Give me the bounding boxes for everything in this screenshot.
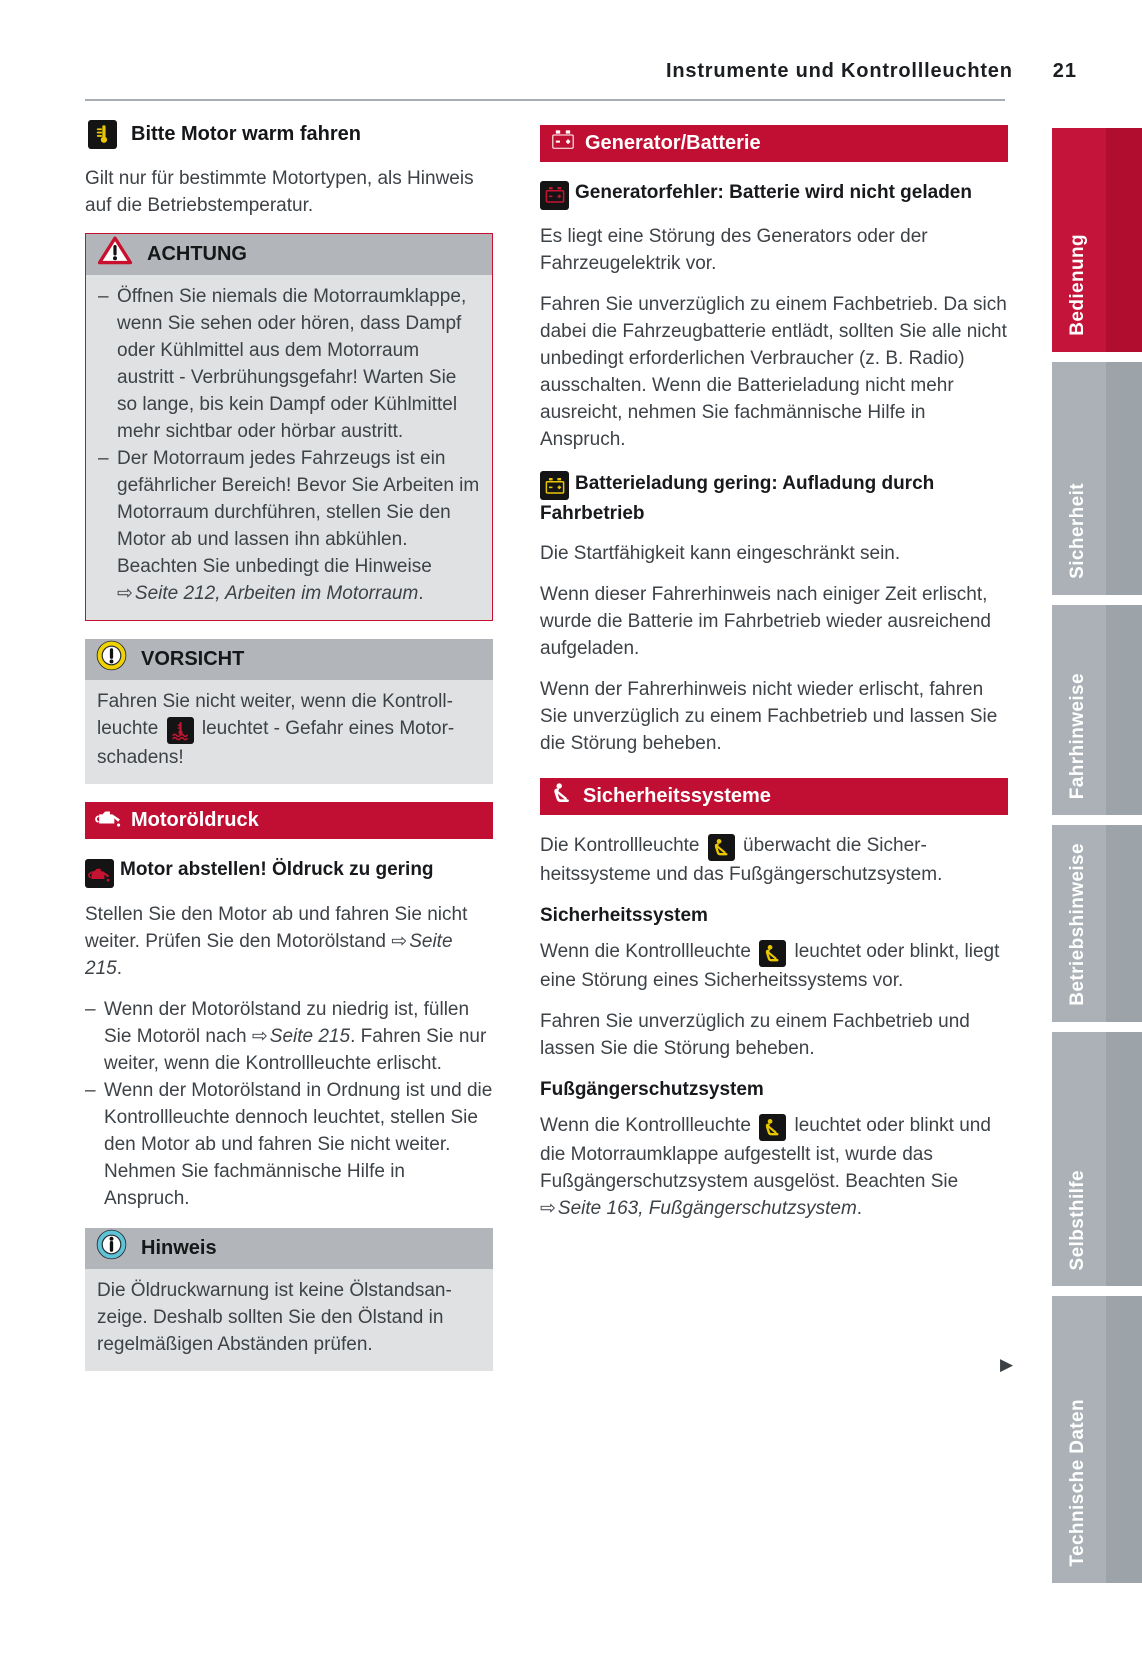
bullet-dash: – xyxy=(98,286,109,307)
sentence-period: . xyxy=(418,583,424,604)
battery-yellow-icon xyxy=(540,471,569,500)
achtung-item-2-text xyxy=(117,445,480,607)
airbag-yellow-icon xyxy=(708,834,735,861)
sidebar-tab-technische-daten[interactable] xyxy=(1052,1296,1142,1583)
pedestrian-pre: Wenn die Kontrollleuchte xyxy=(540,1115,751,1136)
page-continuation-arrow-icon: ▶ xyxy=(1000,1355,1014,1374)
header-rule xyxy=(85,99,1005,101)
cross-reference[interactable] xyxy=(252,1026,350,1047)
generator-fault-p1: Es liegt eine Störung des Generators oder der Fahrzeugelektrik vor. xyxy=(540,225,928,274)
coolant-temperature-icon xyxy=(167,717,194,744)
sidebar-tab-label: Betriebshinweise xyxy=(1067,843,1088,1006)
pedestrian-mid: leuchtet oder blinkt und die Motorraumklappe aufgestellt ist, wurde das Fußgängerschutzsystem ausgelöst. Beachten Sie xyxy=(540,1115,991,1192)
achtung-body xyxy=(86,275,492,620)
oil-paragraph-1 xyxy=(85,901,493,982)
warm-engine-heading xyxy=(85,120,493,149)
achtung-box xyxy=(85,233,493,621)
reference-arrow-icon: ⇨ xyxy=(540,1198,556,1219)
reference-arrow-icon: ⇨ xyxy=(391,930,408,952)
oil-stop-heading-text: Motor abstellen! Öldruck zu gering xyxy=(120,859,434,880)
oil-list-item-2 xyxy=(85,1077,493,1212)
sidebar-tab-sicherheit[interactable] xyxy=(1052,362,1142,595)
oil-list-item-1-text xyxy=(104,996,493,1077)
safety-system-post: leuchtet oder blinkt, liegt eine Störung eines Sicherheitssystems vor. xyxy=(540,941,1000,991)
sidebar-tab-label: Selbsthilfe xyxy=(1067,1169,1088,1270)
oil-list-item-1 xyxy=(85,996,493,1077)
achtung-item-2 xyxy=(98,445,480,607)
hinweis-header xyxy=(85,1228,493,1269)
reference-text: Seite 212, Arbeiten im Motorraum xyxy=(134,583,419,604)
oil-list xyxy=(85,996,493,1212)
warm-engine-title: Bitte Motor warm fahren xyxy=(131,123,362,145)
oil-p1-pre: Stellen Sie den Motor ab und fahren Sie nicht weiter. Prüfen Sie den Motorölstand xyxy=(85,903,468,952)
generator-fault-heading-text: Generatorfehler: Batterie wird nicht geladen xyxy=(575,182,972,203)
oil-stop-heading xyxy=(85,856,493,888)
battery-low-p1: Die Startfähigkeit kann eingeschränkt sein. xyxy=(540,543,901,564)
safety-systems-banner xyxy=(540,778,1008,815)
sidebar-tab-label: Bedienung xyxy=(1067,234,1088,336)
vorsicht-header xyxy=(85,639,493,680)
hinweis-body: Die Öldruckwarnung ist keine Ölstandsanzeige. Deshalb sollten Sie den Ölstand in regelmäßigen Abständen prüfen. xyxy=(97,1279,452,1355)
safety-intro-post: überwacht die Sicherheitssysteme und das Fußgängerschutzsystem. xyxy=(540,835,943,885)
oil-can-icon xyxy=(95,805,122,836)
safety-system-p1 xyxy=(540,938,1008,994)
battery-icon xyxy=(550,127,576,161)
sidebar-tab-bedienung[interactable] xyxy=(1052,128,1142,352)
running-head xyxy=(85,60,1077,83)
sidebar-tab-selbsthilfe[interactable] xyxy=(1052,1032,1142,1286)
battery-low-heading xyxy=(540,470,1008,528)
oil-item-1-pre: Wenn der Motorölstand zu niedrig ist, füllen Sie Motoröl nach xyxy=(104,998,470,1047)
page-number: 21 xyxy=(1052,60,1077,82)
bullet-dash: – xyxy=(85,998,96,1020)
generator-battery-banner-label: Generator/Batterie xyxy=(585,132,761,154)
warning-triangle-icon xyxy=(97,235,133,274)
pedestrian-p1 xyxy=(540,1112,1008,1222)
safety-intro xyxy=(540,832,1008,888)
reference-arrow-icon: ⇨ xyxy=(117,583,133,604)
reference-text: Seite 215 xyxy=(269,1025,351,1047)
battery-red-icon xyxy=(540,181,569,210)
airbag-yellow-icon xyxy=(759,940,786,967)
achtung-item-1-text: Öffnen Sie niemals die Motorraumklappe, wenn Sie sehen oder hören, dass Dampf oder Kühlmittel aus dem Motorraum austritt - Verbrühungsgefahr! Warten Sie so lange, bis kein Dampf oder Kühlmittel mehr sichtbar oder hörbar austritt. xyxy=(117,286,467,442)
battery-low-heading-text: Batterieladung gering: Aufladung durch Fahrbetrieb xyxy=(540,472,935,524)
oil-list-item-2-text: Wenn der Motorölstand in Ordnung ist und die Kontrollleuchte dennoch leuchtet, stellen Sie den Motor ab und fahren Sie nicht weiter. Nehmen Sie fachmännische Hilfe in Anspruch. xyxy=(104,1079,493,1209)
airbag-icon xyxy=(550,781,574,813)
chapter-title: Instrumente und Kontrollleuchten xyxy=(666,60,1013,82)
left-column xyxy=(85,120,493,1389)
generator-fault-heading xyxy=(540,179,1008,210)
cross-reference[interactable] xyxy=(540,1198,857,1219)
sidebar-tab-betriebshinweise[interactable] xyxy=(1052,825,1142,1022)
safety-intro-pre: Die Kontrollleuchte xyxy=(540,835,700,856)
right-column xyxy=(540,120,1008,1236)
info-circle-icon xyxy=(96,1229,127,1268)
generator-fault-p2: Fahren Sie unverzüglich zu einem Fachbetrieb. Da sich dabei die Fahrzeugbatterie entlädt, sollten Sie alle nicht unbedingt erforderlichen Verbraucher (z. B. Radio) ausschalten. Wenn die Batterieladung nicht mehr ausreicht, nehmen Sie fachmännische Hilfe in Anspruch. xyxy=(540,293,1007,450)
oil-pressure-banner xyxy=(85,802,493,839)
safety-system-pre: Wenn die Kontrollleuchte xyxy=(540,941,751,962)
achtung-item-2-pre: Der Motorraum jedes Fahrzeugs ist ein gefährlicher Bereich! Bevor Sie Arbeiten im Motorraum durchführen, stellen Sie den Motor ab und lassen ihn abkühlen. Beachten Sie unbedingt die Hinweise xyxy=(117,448,480,577)
pedestrian-subheading: Fußgängerschutzsystem xyxy=(540,1079,764,1100)
vorsicht-title: VORSICHT xyxy=(141,648,245,670)
sidebar-tab-label: Technische Daten xyxy=(1067,1399,1088,1567)
safety-systems-banner-label: Sicherheitssysteme xyxy=(583,785,771,807)
oil-pressure-banner-label: Motoröldruck xyxy=(131,809,259,831)
reference-arrow-icon: ⇨ xyxy=(251,1025,268,1047)
generator-battery-banner xyxy=(540,125,1008,162)
oil-can-warning-icon xyxy=(85,859,114,888)
sentence-period: . xyxy=(856,1198,863,1219)
vorsicht-text-pre: Fahren Sie nicht weiter, wenn die Kontrollleuchte xyxy=(97,691,453,739)
sentence-period: . xyxy=(116,957,122,979)
vorsicht-body xyxy=(85,680,493,784)
vorsicht-text-post: leuchtet - Gefahr eines Motorschadens! xyxy=(97,718,455,768)
bullet-dash: – xyxy=(98,448,109,469)
warm-engine-text: Gilt nur für bestimmte Motortypen, als Hinweis auf die Betriebstemperatur. xyxy=(85,168,474,216)
airbag-yellow-icon xyxy=(759,1114,786,1141)
safety-system-p2: Fahren Sie unverzüglich zu einem Fachbetrieb und lassen Sie die Störung beheben. xyxy=(540,1011,970,1059)
achtung-title: ACHTUNG xyxy=(147,243,247,265)
sidebar-tab-fahrhinweise[interactable] xyxy=(1052,605,1142,815)
battery-low-p3: Wenn der Fahrerhinweis nicht wieder erlischt, fahren Sie unverzüglich zu einem Fachbetrieb und lassen Sie die Störung beheben. xyxy=(540,679,998,754)
caution-circle-icon xyxy=(96,640,127,679)
achtung-header xyxy=(86,234,492,275)
vorsicht-box xyxy=(85,639,493,784)
sidebar-tab-label: Sicherheit xyxy=(1067,483,1088,579)
reference-text: Seite 215 xyxy=(85,930,453,979)
reference-text: Seite 163, Fußgängerschutzsystem xyxy=(557,1198,857,1219)
safety-system-subheading: Sicherheitssystem xyxy=(540,905,708,926)
hinweis-box xyxy=(85,1228,493,1371)
engine-temperature-icon xyxy=(88,120,117,149)
achtung-item-1 xyxy=(98,283,480,445)
battery-low-p2: Wenn dieser Fahrerhinweis nach einiger Zeit erlischt, wurde die Batterie im Fahrbetrieb wieder ausreichend aufgeladen. xyxy=(540,584,991,659)
cross-reference[interactable] xyxy=(117,583,418,604)
hinweis-title: Hinweis xyxy=(141,1236,217,1259)
bullet-dash: – xyxy=(85,1079,96,1101)
oil-item-1-post: . Fahren Sie nur weiter, wenn die Kontrollleuchte erlischt. xyxy=(104,1025,487,1074)
sidebar-tab-label: Fahrhinweise xyxy=(1067,672,1088,799)
